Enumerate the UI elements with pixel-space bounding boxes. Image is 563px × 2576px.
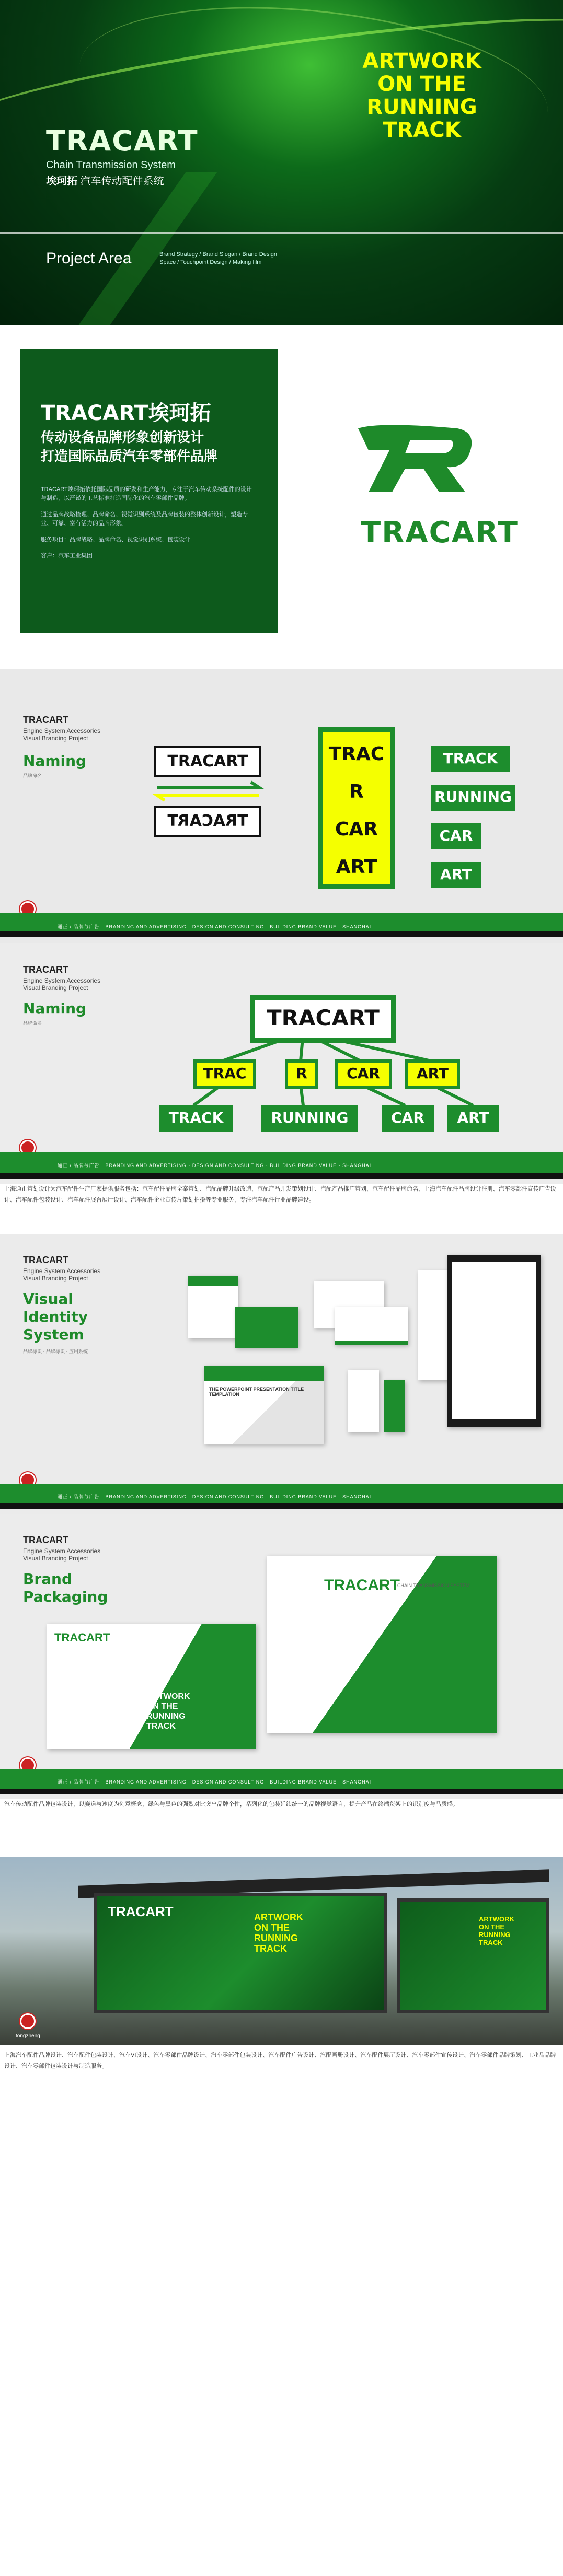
footer-bar (0, 1503, 563, 1509)
leaf-name-box: CAR (382, 1105, 434, 1132)
company-seal-icon (20, 2013, 36, 2029)
slogan-line: ARTWORK (479, 1915, 514, 1923)
footer-text: 通正 / 品牌与广告 · BRANDING AND ADVERTISING · DESIGN AND CONSULTING · BUILDING BRAND VALUE · SHANGHAI (58, 1163, 372, 1168)
hero-banner (0, 0, 563, 325)
hero-subtitle-cn-rest: 汽车传动配件系统 (80, 176, 164, 187)
slide-label: TRACART (23, 715, 68, 725)
clipboard (447, 1255, 541, 1427)
word-box: RUNNING (431, 785, 515, 811)
tr-logo-mark-icon (348, 419, 478, 497)
slide-sublabel (23, 1267, 100, 1282)
slogan-line: ON THE (377, 72, 466, 96)
hero-logo: TRACART (46, 124, 199, 157)
sublabel-line: Engine System Accessories (23, 1267, 101, 1275)
large-box-package (267, 1556, 497, 1733)
sublabel-line: Engine System Accessories (23, 1547, 101, 1555)
split-part: R (349, 781, 364, 802)
ad-panel-side (397, 1898, 549, 2013)
sublabel-line: Engine System Accessories (23, 977, 101, 984)
naming-caption: 上海通正策划设计为汽车配件生产厂家提供服务包括：汽车配件品牌全案策划、汽配品牌升级改造、汽配产品开发策划设计、汽配产品推广策划、汽车配件品牌命名、上海汽车配件品牌设计注册、汽车零部件宣传广告设计、汽车配件包装设计、汽车配件展台展厅设计、汽车配件企业宣传片策划拍摄等专业服务，专注汽车配件行业品牌建设。 (0, 1184, 563, 1234)
paragraph: 服务项目：品牌战略、品牌命名、视觉识别系统、包装设计 (41, 537, 190, 543)
slogan-line: TRACK (479, 1939, 503, 1946)
naming-tree-slide (0, 943, 563, 1184)
section-note: 品牌命名 (23, 1021, 42, 1026)
sublabel-line: Visual Branding Project (23, 735, 88, 742)
clipboard-paper (452, 1262, 536, 1419)
mid-name-box: TRAC (193, 1059, 256, 1089)
section-title: Naming (23, 1000, 87, 1017)
footer-text: 通正 / 品牌与广告 · BRANDING AND ADVERTISING · DESIGN AND CONSULTING · BUILDING BRAND VALUE · SHANGHAI (58, 1779, 372, 1785)
box-subtitle: CHAIN TRANSMISSION SYSTEM (397, 1583, 470, 1588)
slogan-line: ARTWORK (254, 1912, 303, 1922)
title-line: System (23, 1326, 84, 1343)
split-part: CAR (335, 819, 378, 840)
box-slogan (282, 1645, 353, 1705)
sublabel-line: Visual Branding Project (23, 1555, 88, 1562)
paper-bag (348, 1370, 379, 1432)
ad-logo: TRACART (108, 1904, 174, 1919)
sublabel-line: Visual Branding Project (23, 984, 88, 992)
title-line: Visual (23, 1290, 73, 1308)
brand-wordmark: TRACART (361, 516, 519, 550)
box-slogan (146, 1692, 261, 1731)
word-box: ART (431, 862, 481, 888)
section-title: Naming (23, 752, 87, 770)
leaf-name-box: RUNNING (261, 1105, 358, 1132)
title-line: Packaging (23, 1588, 108, 1605)
slide-label: TRACART (23, 1535, 68, 1545)
brand-title: TRACART埃珂拓 (41, 401, 211, 425)
word-box: CAR (431, 823, 481, 849)
packaging-caption: 汽车传动配件品牌包装设计，以赛道与速度为创意概念，绿色与黑色的强烈对比突出品牌个性，系列化的包装延续统一的品牌视觉语言，提升产品在终端货架上的识别度与品质感。 (0, 1799, 563, 1857)
footer-text: 通正 / 品牌与广告 · BRANDING AND ADVERTISING · DESIGN AND CONSULTING · BUILDING BRAND VALUE · SHANGHAI (58, 1494, 372, 1499)
box-logo: TRACART (324, 1577, 400, 1594)
street-caption: 上海汽车配件品牌设计、汽车配件包装设计、汽车VI设计、汽车零部件品牌设计、汽车零部件包装设计、汽车配件广告设计、汽配画册设计、汽车配件展厅设计、汽车零部件宣传设计、汽车零部件品牌策划、工业品品牌设计、汽车零部件包装设计与制造服务。 (0, 2045, 563, 2087)
hero-subtitle-cn-bold: 埃珂拓 (46, 176, 77, 187)
mid-name-box: R (285, 1059, 318, 1089)
slogan-line: ON THE (479, 1923, 505, 1931)
slide-sublabel (23, 1547, 100, 1562)
ad-panel-main (94, 1893, 387, 2013)
headline-line: 打造国际品质汽车零部件品牌 (41, 448, 218, 464)
section-title (23, 1290, 88, 1344)
presentation-slide (204, 1366, 324, 1444)
slogan-line: TRACK (383, 118, 461, 142)
divider-line (0, 232, 563, 234)
packaging-slide (0, 1514, 563, 1799)
r-shape-graphic (76, 172, 478, 325)
naming-slide (0, 669, 563, 943)
envelope (335, 1307, 408, 1345)
presentation-title: THE POWERPOINT PRESENTATION TITLE TEMPLATION (209, 1386, 304, 1397)
project-area-title: Project Area (46, 250, 132, 267)
hero-subtitle-cn (46, 172, 164, 188)
project-area-items (159, 251, 277, 266)
slogan-line: ARTWORK (362, 49, 481, 73)
box-logo: TRACART (54, 1631, 110, 1644)
brand-statement (0, 325, 563, 669)
title-line: Identity (23, 1308, 88, 1325)
id-badge (188, 1276, 238, 1338)
slide-label: TRACART (23, 1255, 68, 1265)
slogan-line: ON THE (254, 1922, 290, 1933)
business-card (235, 1307, 298, 1348)
word-box: TRACK (431, 746, 510, 772)
slogan-line: ARTWORK (146, 1692, 190, 1701)
slogan-line: RUNNING (146, 1712, 186, 1721)
split-name-block (318, 727, 395, 889)
seal-text: tongzheng (16, 2033, 40, 2039)
project-area-item: Brand Strategy / Brand Slogan / Brand Design (159, 251, 278, 258)
brand-description (41, 485, 255, 561)
paragraph: TRACART埃珂拓依托国际品质的研发和生产能力，专注于汽车传动系统配件的设计与制造，以严谨的工艺标准打造国际化的汽车零部件品牌。 (41, 486, 252, 502)
slogan-line: ON THE (146, 1702, 178, 1711)
mid-name-box: ART (405, 1059, 460, 1089)
brand-headline (41, 428, 217, 465)
footer-bar (0, 1173, 563, 1179)
ad-slogan (479, 1915, 514, 1946)
ad-slogan (254, 1912, 303, 1954)
bus-shelter-ad (0, 1857, 563, 2045)
footer-bar (0, 931, 563, 937)
tree-connectors (0, 943, 563, 1184)
sublabel-line: Engine System Accessories (23, 727, 101, 735)
hero-slogan (351, 50, 492, 142)
slogan-line: RUNNING (282, 1674, 346, 1690)
footer-text: 通正 / 品牌与广告 · BRANDING AND ADVERTISING · DESIGN AND CONSULTING · BUILDING BRAND VALUE · SHANGHAI (58, 924, 372, 929)
project-area-item: Space / Touchpoint Design / Making film (159, 259, 262, 265)
hero-subtitle-en: Chain Transmission System (46, 159, 176, 171)
small-box-package (47, 1624, 256, 1749)
title-line: Brand (23, 1570, 73, 1588)
slide-label: TRACART (23, 964, 68, 975)
mid-name-box: CAR (335, 1059, 392, 1089)
sublabel-line: Visual Branding Project (23, 1275, 88, 1282)
slogan-line: TRACK (254, 1943, 287, 1954)
logo-box: TRACART (154, 746, 261, 777)
slogan-line: RUNNING (254, 1933, 298, 1943)
slogan-line: ON THE (282, 1659, 334, 1675)
leaf-name-box: TRACK (159, 1105, 233, 1132)
slogan-line: ARTWORK (282, 1644, 353, 1660)
slogan-line: RUNNING (366, 95, 477, 119)
mirrored-logo-box: TRACART (154, 806, 261, 837)
section-title (23, 1570, 108, 1606)
split-part: ART (336, 856, 377, 878)
paper-bag (384, 1380, 405, 1432)
slogan-line: TRACK (282, 1689, 330, 1705)
section-note: 品牌命名 (23, 773, 42, 778)
slogan-line: RUNNING (479, 1931, 511, 1939)
footer-bar (0, 1789, 563, 1794)
leaf-name-box: ART (447, 1105, 499, 1132)
headline-line: 传动设备品牌形象创新设计 (41, 429, 204, 445)
section-note: 品牌标识 · 品牌标识 · 应用系统 (23, 1349, 88, 1354)
split-part: TRAC (328, 743, 385, 765)
slogan-line: TRACK (146, 1722, 176, 1731)
root-name-box: TRACART (250, 995, 396, 1043)
paragraph: 客户：汽车工业集团 (41, 553, 93, 559)
vis-slide (0, 1234, 563, 1514)
brand-text-panel (20, 349, 278, 633)
paragraph: 通过品牌战略梳理、品牌命名、视觉识别系统及品牌包装的整体创新设计，塑造专业、可靠、富有活力的品牌形象。 (41, 511, 248, 527)
